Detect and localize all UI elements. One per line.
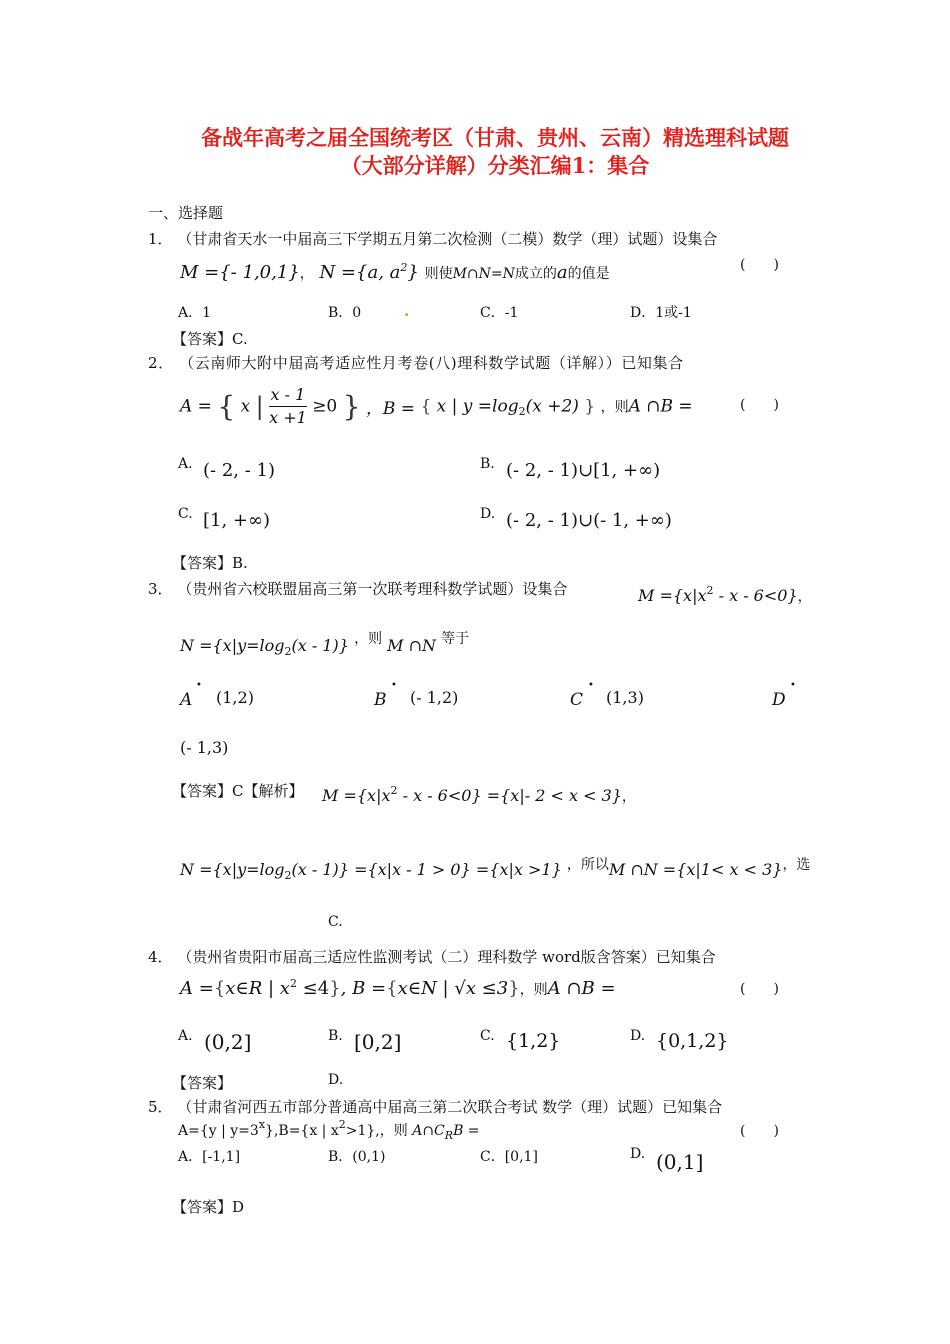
answer-blank: ( ) xyxy=(740,257,779,273)
option-d-value: (- 1,3) xyxy=(180,738,229,757)
superscript: 2 xyxy=(338,1118,346,1131)
denominator: x +1 xyxy=(269,408,307,427)
solution-choice: C. xyxy=(328,914,343,930)
set-b-arg: (x +2) xyxy=(525,396,579,417)
set-a: A = xyxy=(180,978,214,999)
question-number: 1． xyxy=(148,230,173,248)
answer-blank: ( ) xyxy=(740,1123,779,1139)
option-d-label: D. xyxy=(630,1028,646,1044)
question-3-set-n xyxy=(180,631,470,658)
set-n: N ={a, a xyxy=(319,262,401,283)
option-d-dot: • xyxy=(790,680,796,691)
question-5-stem xyxy=(148,1096,722,1117)
subscript: 2 xyxy=(284,869,292,882)
set-b-body: x | y =log xyxy=(436,396,519,417)
set-b: },B={x | x xyxy=(265,1123,339,1139)
set-a: A={y | y=3 xyxy=(178,1123,259,1139)
option-c-label: C. xyxy=(178,506,193,522)
option-d-value: (- 2, - 1)∪(- 1, +∞) xyxy=(506,510,672,531)
option-b-dot: • xyxy=(391,680,397,691)
answer: 【答案】 xyxy=(172,1074,233,1092)
geq-zero: ≥0 xyxy=(312,396,338,417)
option-a-label: A xyxy=(180,690,193,710)
intersection: M ∩N xyxy=(387,636,437,655)
option-a-value: (1,2) xyxy=(216,688,254,707)
sol-intersection: M ∩N ={x|1< x < 3} xyxy=(608,860,783,879)
option-a-dot: • xyxy=(196,680,202,691)
option-c-value: [1, +∞) xyxy=(203,510,271,531)
then-text: ，则 xyxy=(600,399,629,416)
set-b: , B = xyxy=(340,978,387,999)
option-d-label: D. xyxy=(480,506,496,522)
comma: ， xyxy=(299,266,314,282)
question-3-set-m xyxy=(638,586,812,606)
set-a-body: x∈R | x xyxy=(225,978,290,999)
option-b-label: B xyxy=(374,690,387,710)
choose-text: ，选 xyxy=(782,857,811,873)
option-b-label: B. xyxy=(328,1028,343,1044)
question-number: 5． xyxy=(148,1098,173,1116)
intersection: A ∩B = xyxy=(628,396,693,417)
numerator: x - 1 xyxy=(269,384,307,407)
so-text: ，所以 xyxy=(566,857,609,873)
option-b: B．(0,1) xyxy=(328,1149,386,1165)
set-b-body: x∈N | √x ≤3 xyxy=(397,978,509,999)
question-text: （贵州省六校联盟届高三第一次联考理科数学试题）设集合 xyxy=(177,580,568,598)
title-line-1: 备战年高考之届全国统考区（甘肃、贵州、云南）精选理科试题 xyxy=(201,125,789,150)
question-text: （甘肃省天水一中届高三下学期五月第二次检测（二模）数学（理）试题）设集合 xyxy=(177,230,718,248)
condition-math: M∩N=N xyxy=(452,266,515,282)
set-m: M ={- 1,0,1} xyxy=(180,262,300,283)
question-3-stem xyxy=(148,578,567,599)
set-m-rest: - x - 6<0} xyxy=(713,586,798,605)
option-c-value: {1,2} xyxy=(506,1030,561,1052)
option-a: A．1 xyxy=(178,305,212,321)
stray-dot: . xyxy=(404,302,410,320)
set-m: M ={x|x xyxy=(638,586,707,605)
option-a-label: A. xyxy=(178,456,193,472)
then-text: ，则 xyxy=(354,631,383,647)
equals-text: 等于 xyxy=(441,631,470,647)
subscript: 2 xyxy=(284,645,292,658)
expression: A∩C xyxy=(412,1123,445,1139)
then-text: ，则 xyxy=(519,982,548,998)
answer-blank: ( ) xyxy=(740,397,779,413)
option-a: A．[-1,1] xyxy=(178,1149,241,1165)
option-d: D．1或-1 xyxy=(630,305,692,321)
superscript: x xyxy=(258,1118,266,1131)
option-a-label: A. xyxy=(178,1028,193,1044)
intersection: A ∩B = xyxy=(547,978,616,999)
question-text: （贵州省贵阳市届高三适应性监测考试（二）理科数学 word版含答案）已知集合 xyxy=(177,948,716,966)
question-2-math: A = { x | $\frac{x - 1}{x +1}$ ≥0 } ，B = { x | $y =\log_2(x +2)$ } ，则A ∩B = xyxy=(180,385,693,427)
then-text: >1},，则 xyxy=(345,1123,408,1139)
comma: ， xyxy=(621,789,636,805)
question-number: 2． xyxy=(148,354,174,372)
question-text: （甘肃省河西五市部分普通高中届高三第二次联合考试 数学（理）试题）已知集合 xyxy=(177,1098,723,1116)
fraction xyxy=(269,384,307,429)
question-text: （云南师大附中届高考适应性月考卷(八)理科数学试题（详解））已知集合 xyxy=(179,354,684,372)
set-a-rest: ≤4 xyxy=(296,978,330,999)
question-4-stem xyxy=(148,946,716,967)
superscript: 2 xyxy=(706,584,714,597)
option-d-value: (0,1] xyxy=(656,1150,704,1174)
option-b-label: B. xyxy=(480,456,495,472)
option-c-dot: • xyxy=(588,680,594,691)
sol-n: N ={x|y=log xyxy=(180,860,285,879)
answer: 【答案】B. xyxy=(172,554,248,572)
option-a-value: (- 2, - 1) xyxy=(203,460,275,481)
expression-end: B = xyxy=(453,1123,480,1139)
option-c-value: (1,3) xyxy=(606,688,644,707)
answer: 【答案】C. xyxy=(172,330,248,348)
option-d-label: D xyxy=(772,690,786,710)
brace-close: } xyxy=(407,262,419,283)
option-d-value: {0,1,2} xyxy=(656,1030,729,1052)
set-a-lhs: A = xyxy=(180,396,212,417)
option-c: C．[0,1] xyxy=(480,1149,538,1165)
set-n-rest: (x - 1)} xyxy=(291,636,349,655)
question-2-stem xyxy=(148,352,684,373)
option-d-label: D. xyxy=(630,1146,646,1162)
question-number: 4． xyxy=(148,948,173,966)
option-b-value: [0,2] xyxy=(354,1030,402,1054)
superscript: 2 xyxy=(289,977,297,990)
condition-text-2: 成立的 xyxy=(514,266,557,282)
set-b-lhs: ，B = xyxy=(365,399,416,419)
variable-a: a xyxy=(556,262,568,283)
question-4-math: A ={x∈R | $x^2 \le 4$}, B ={x∈N | √x ≤3}，则A ∩B = xyxy=(180,977,616,999)
answer-label: 【答案】C【解析】 xyxy=(172,782,304,800)
option-a-value: (0,2] xyxy=(204,1030,252,1054)
option-b-value: (- 1,2) xyxy=(410,688,459,707)
variable-x: x xyxy=(240,396,251,417)
solution-line-1 xyxy=(322,786,636,806)
question-1-stem xyxy=(148,228,717,249)
condition-text: 则使 xyxy=(424,266,453,282)
comma: ， xyxy=(797,589,812,605)
section-heading: 一、选择题 xyxy=(148,204,224,222)
answer-blank: ( ) xyxy=(740,981,779,997)
option-b-value: (- 2, - 1)∪[1, +∞) xyxy=(506,460,661,481)
option-c-label: C xyxy=(570,690,584,710)
tail-text: 的值是 xyxy=(567,266,610,282)
question-1-math xyxy=(180,262,610,283)
question-number: 3． xyxy=(148,580,173,598)
subscript: 2 xyxy=(518,405,526,418)
solution-line-2 xyxy=(180,857,811,882)
option-b: B．0 xyxy=(328,305,362,321)
answer-value: D. xyxy=(328,1072,344,1088)
set-n: N ={x|y=log xyxy=(180,636,285,655)
option-c-label: C. xyxy=(480,1028,495,1044)
answer: 【答案】D xyxy=(172,1198,245,1216)
question-5-sets xyxy=(178,1120,480,1140)
sol-n-rest: (x - 1)} ={x|x - 1 > 0} ={x|x >1} xyxy=(291,860,562,879)
superscript: 2 xyxy=(400,261,408,274)
subscript: R xyxy=(444,1129,454,1142)
sol-m: M ={x|x xyxy=(322,786,391,805)
option-c: C．-1 xyxy=(480,305,519,321)
sol-m-rest: - x - 6<0} ={x|- 2 < x < 3} xyxy=(397,786,622,805)
title-line-2: （大部分详解）分类汇编1：集合 xyxy=(340,153,650,178)
superscript: 2 xyxy=(390,784,398,797)
